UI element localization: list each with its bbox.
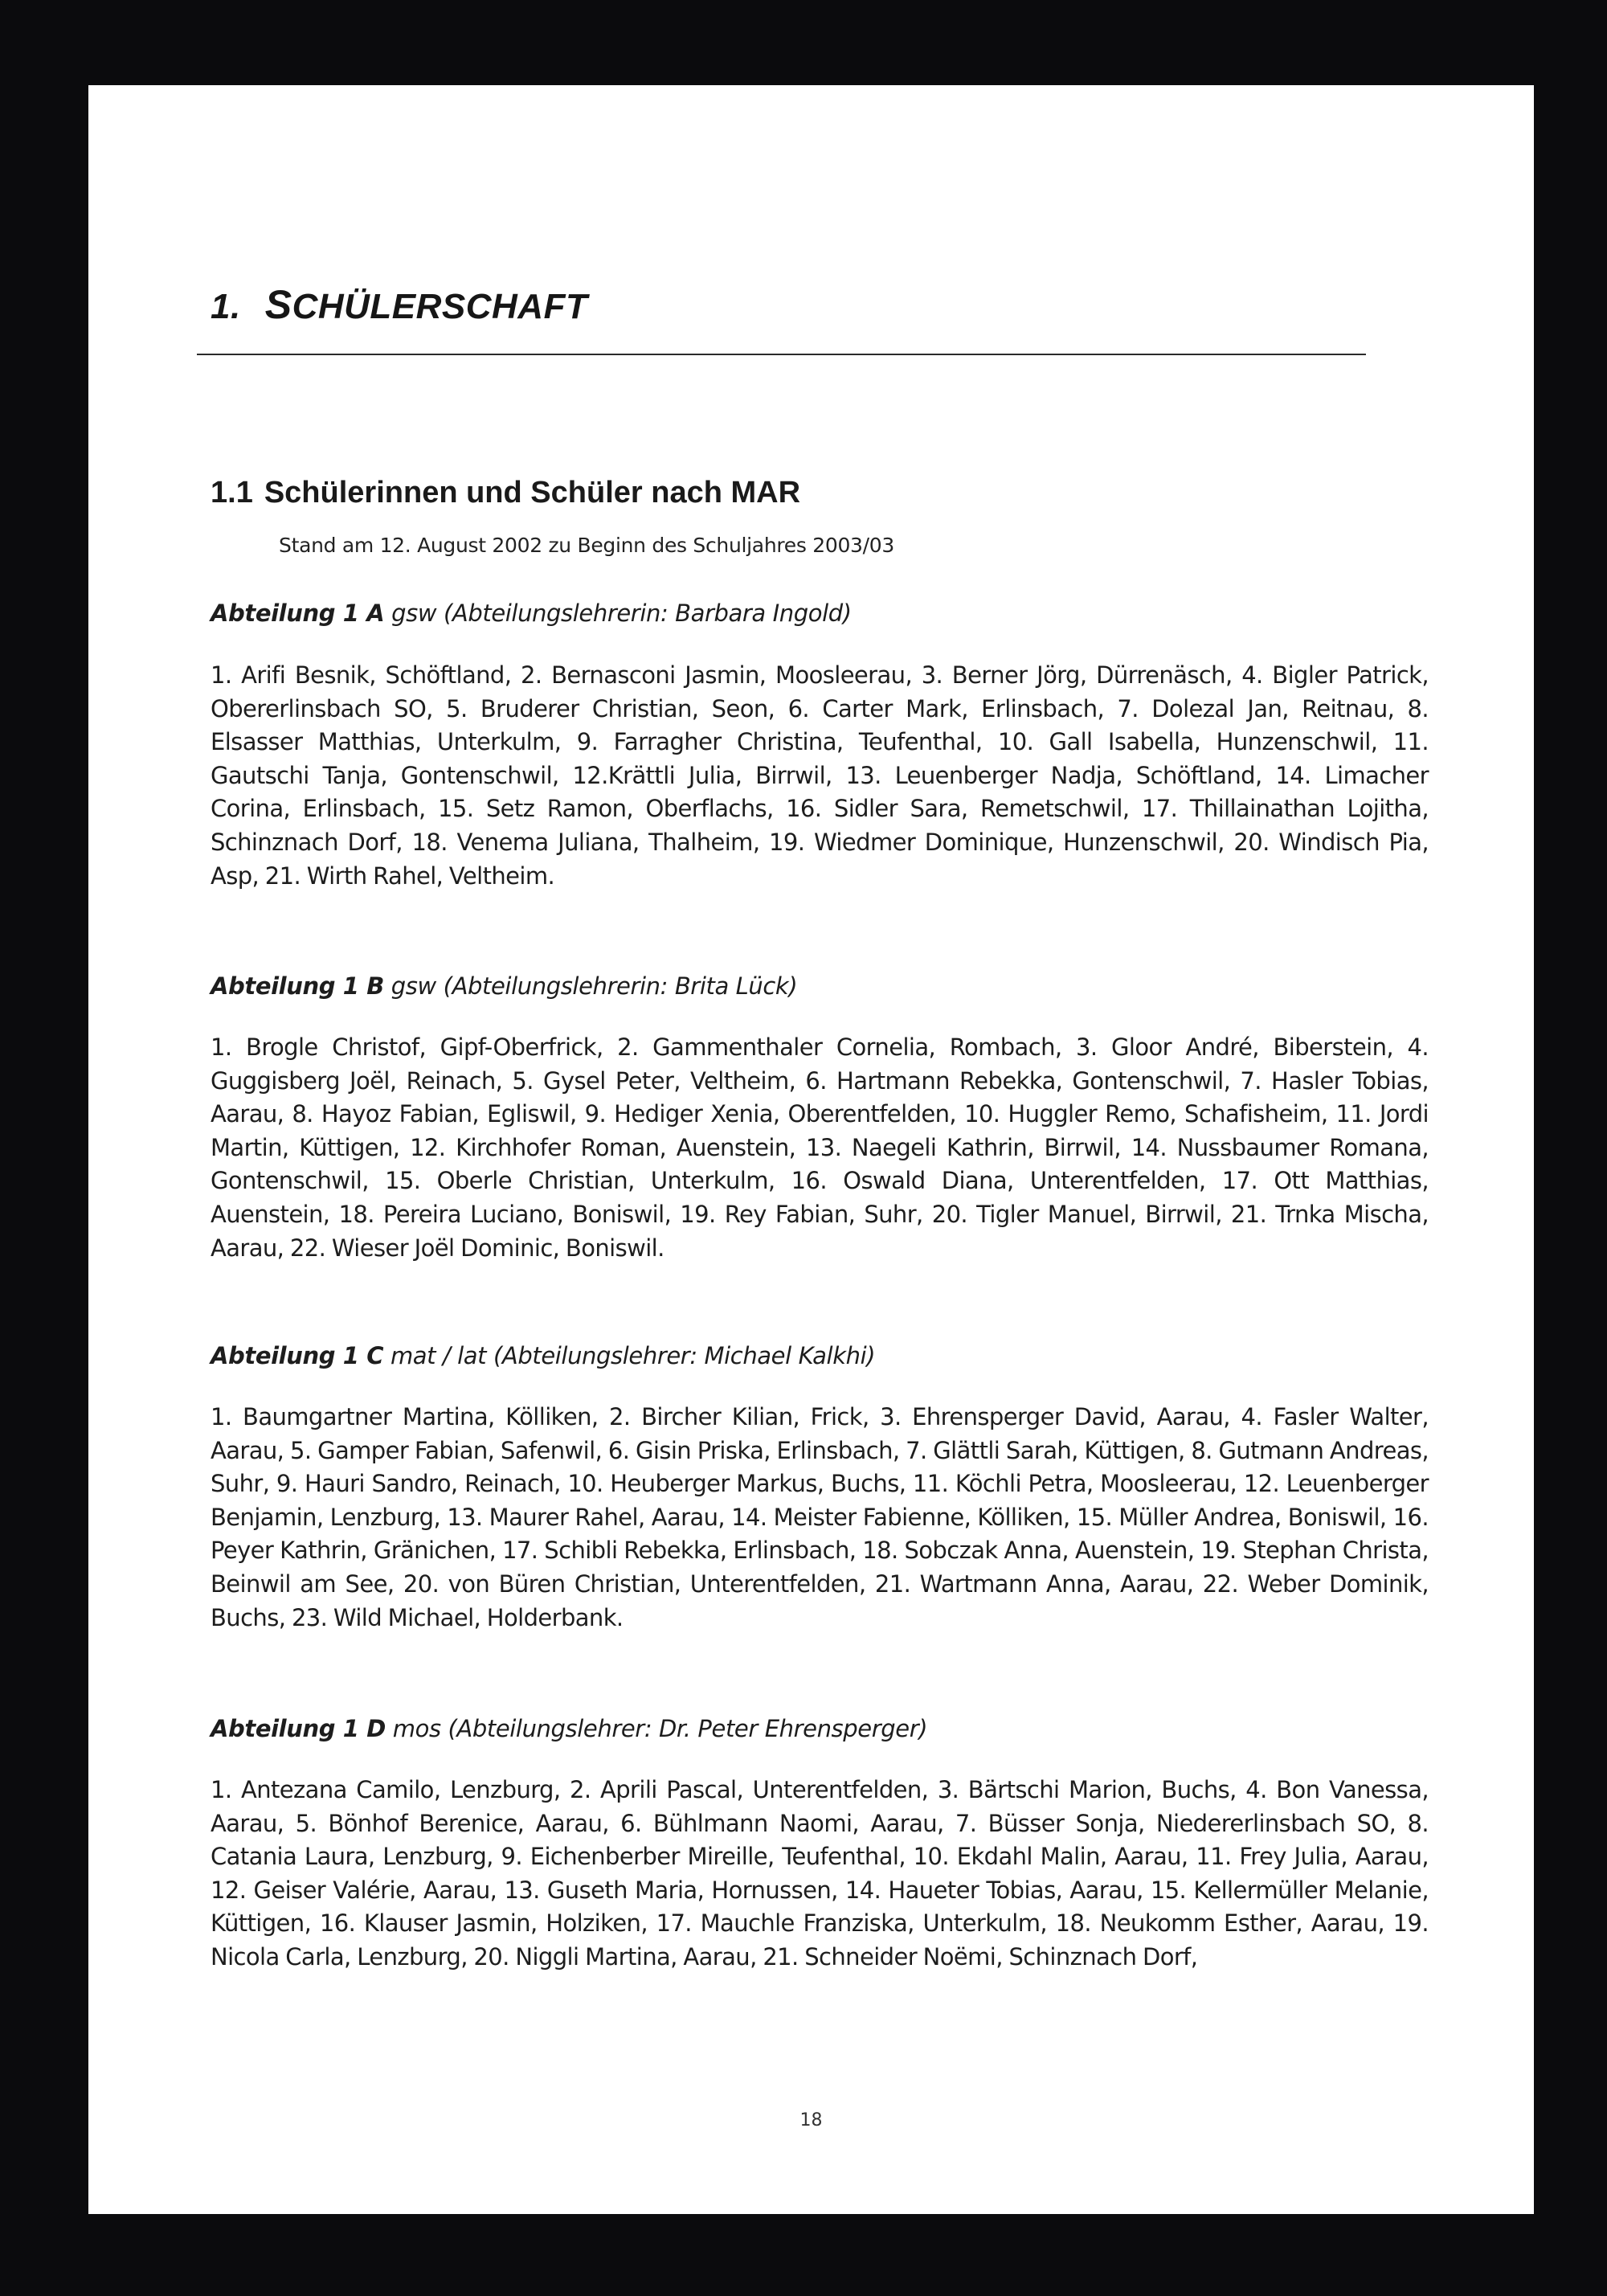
department-teacher: (Abteilungslehrerin: Barbara Ingold) — [443, 600, 852, 627]
status-date-line: Stand am 12. August 2002 zu Beginn des Schuljahres 2003/03 — [279, 534, 894, 557]
department-student-list-1a: 1. Arifi Besnik, Schöftland, 2. Bernasconi Jasmin, Moosleerau, 3. Berner Jörg, Dürrenäsch, 4. Bigler Patrick, Obererlinsbach SO, 5. Bruderer Christian, Seon, 6. Carter Mark, Erlinsbach, 7. Dolezal Jan, Reitnau, 8. Elsasser Matthias, Unterkulm, 9. Farragher Christina, Teufenthal, 10. Gall Isabella, Hunzenschwil, 11. Gautschi Tanja, Gontenschwil, 12.Krättli Julia, Birrwil, 13. Leuenberger Nadja, Schöftland, 14. Limacher Corina, Erlinsbach, 15. Setz Ramon, Oberflachs, 16. Sidler Sara, Remetschwil, 17. Thillainathan Lojitha, Schinznach Dorf, 18. Venema Juliana, Thalheim, 19. Wiedmer Dominique, Hunzenschwil, 20. Windisch Pia, Asp, 21. Wirth Rahel, Veltheim. — [211, 661, 1429, 890]
department-type: mat / lat — [390, 1342, 487, 1369]
chapter-divider — [197, 354, 1366, 355]
chapter-title-initial: S — [264, 282, 292, 327]
department-teacher: (Abteilungslehrer: Dr. Peter Ehrensperger) — [448, 1715, 928, 1742]
department-heading-1b — [211, 972, 797, 1000]
department-heading-1c — [211, 1342, 875, 1369]
department-teacher: (Abteilungslehrerin: Brita Lück) — [443, 972, 798, 1000]
section-title — [211, 476, 800, 510]
chapter-number: 1. — [211, 287, 241, 326]
department-type: mos — [392, 1715, 441, 1742]
department-type: gsw — [391, 600, 437, 627]
section-title-text: Schülerinnen und Schüler nach MAR — [264, 476, 801, 510]
department-label: Abteilung 1 A — [211, 600, 385, 627]
department-heading-1a — [211, 600, 852, 627]
section-number: 1.1 — [211, 476, 253, 510]
department-student-list-1d: 1. Antezana Camilo, Lenzburg, 2. Aprili Pascal, Unterentfelden, 3. Bärtschi Marion, Buchs, 4. Bon Vanessa, Aarau, 5. Bönhof Berenice, Aarau, 6. Bühlmann Naomi, Aarau, 7. Büsser Sonja, Niedererlinsbach SO, 8. Catania Laura, Lenzburg, 9. Eichenberber Mireille, Teufenthal, 10. Ekdahl Malin, Aarau, 11. Frey Julia, Aarau, 12. Geiser Valérie, Aarau, 13. Guseth Maria, Hornussen, 14. Haueter Tobias, Aarau, 15. Kellermüller Melanie, Küttigen, 16. Klauser Jasmin, Holziken, 17. Mauchle Franziska, Unterkulm, 18. Neukomm Esther, Aarau, 19. Nicola Carla, Lenzburg, 20. Niggli Martina, Aarau, 21. Schneider Noëmi, Schinznach Dorf, — [211, 1776, 1429, 1971]
department-student-list-1b: 1. Brogle Christof, Gipf-Oberfrick, 2. Gammenthaler Cornelia, Rombach, 3. Gloor André, Biberstein, 4. Guggisberg Joël, Reinach, 5. Gysel Peter, Veltheim, 6. Hartmann Rebekka, Gontenschwil, 7. Hasler Tobias, Aarau, 8. Hayoz Fabian, Egliswil, 9. Hediger Xenia, Oberentfelden, 10. Huggler Remo, Schafisheim, 11. Jordi Martin, Küttigen, 12. Kirchhofer Roman, Auenstein, 13. Naegeli Kathrin, Birrwil, 14. Nussbaumer Romana, Gontenschwil, 15. Oberle Christian, Unterkulm, 16. Oswald Diana, Unterentfelden, 17. Ott Matthias, Auenstein, 18. Pereira Luciano, Boniswil, 19. Rey Fabian, Suhr, 20. Tigler Manuel, Birrwil, 21. Trnka Mischa, Aarau, 22. Wieser Joël Dominic, Boniswil. — [211, 1033, 1429, 1262]
department-label: Abteilung 1 B — [211, 972, 384, 1000]
department-student-list-1c: 1. Baumgartner Martina, Kölliken, 2. Bircher Kilian, Frick, 3. Ehrensperger David, Aarau, 4. Fasler Walter, Aarau, 5. Gamper Fabian, Safenwil, 6. Gisin Priska, Erlinsbach, 7. Glättli Sarah, Küttigen, 8. Gutmann Andreas, Suhr, 9. Hauri Sandro, Reinach, 10. Heuberger Markus, Buchs, 11. Köchli Petra, Moosleerau, 12. Leuenberger Benjamin, Lenzburg, 13. Maurer Rahel, Aarau, 14. Meister Fabienne, Kölliken, 15. Müller Andrea, Boniswil, 16. Peyer Kathrin, Gränichen, 17. Schibli Rebekka, Erlinsbach, 18. Sobczak Anna, Auenstein, 19. Stephan Christa, Beinwil am See, 20. von Büren Christian, Unterentfelden, 21. Wartmann Anna, Aarau, 22. Weber Dominik, Buchs, 23. Wild Michael, Holderbank. — [211, 1403, 1429, 1631]
department-teacher: (Abteilungslehrer: Michael Kalkhi) — [493, 1342, 876, 1369]
chapter-title — [211, 281, 587, 328]
document-page — [88, 85, 1534, 2214]
department-heading-1d — [211, 1715, 927, 1742]
page-number: 18 — [799, 2110, 823, 2130]
department-label: Abteilung 1 C — [211, 1342, 384, 1369]
department-label: Abteilung 1 D — [211, 1715, 386, 1742]
department-type: gsw — [391, 972, 436, 1000]
chapter-title-rest: CHÜLERSCHAFT — [292, 287, 588, 326]
